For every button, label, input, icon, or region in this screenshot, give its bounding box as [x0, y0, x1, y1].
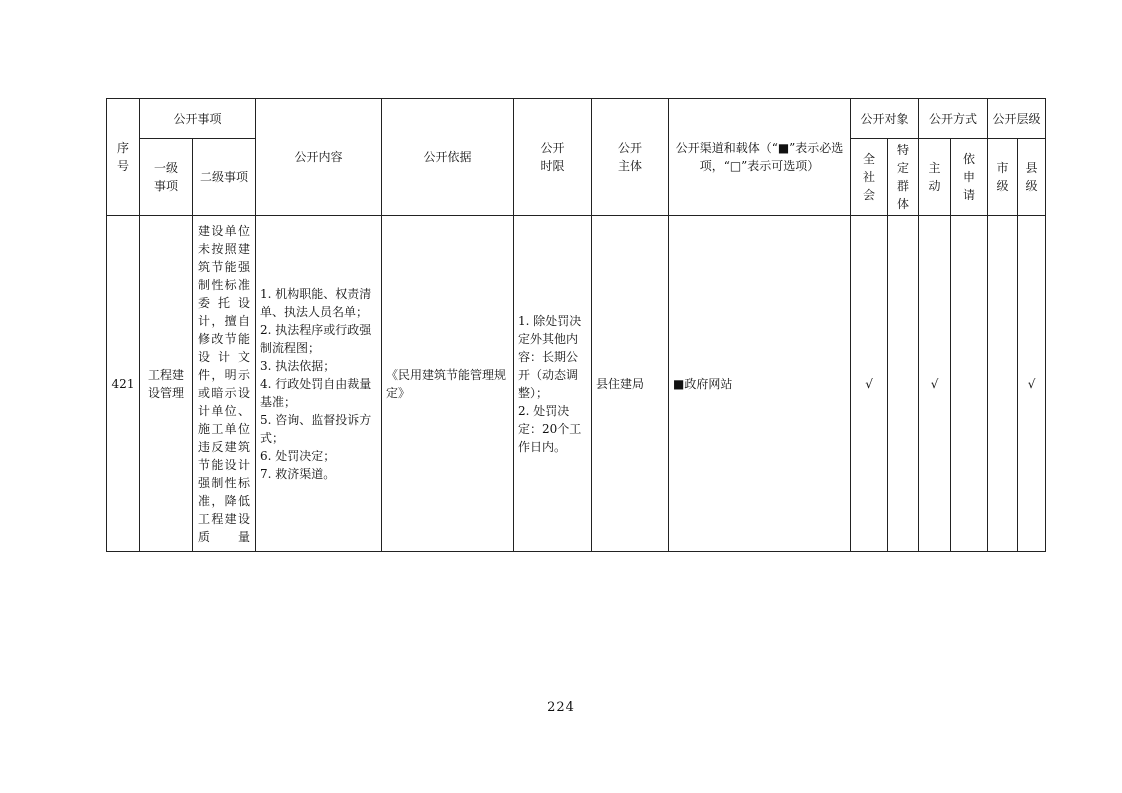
header-level2: 二级事项	[193, 139, 256, 216]
table-row	[107, 216, 1046, 552]
header-seq: 序号	[107, 99, 140, 216]
row-content	[256, 216, 382, 552]
row-basis: 《民用建筑节能管理规定》	[382, 216, 514, 552]
header-target-group: 公开对象	[851, 99, 919, 139]
row-specific-group	[888, 216, 919, 552]
content-line: 6. 处罚决定；	[260, 448, 336, 463]
row-seq: 421	[107, 216, 140, 552]
header-subject: 公开主体	[592, 99, 669, 216]
header-channel: 公开渠道和载体（“■”表示必选项，“□”表示可选项）	[669, 99, 851, 216]
time-limit-line: 1. 除处罚决定外其他内容：长期公开（动态调整）；	[518, 313, 582, 400]
content-line: 1. 机构职能、权责清单、执法人员名单；	[260, 286, 372, 319]
row-subject: 县住建局	[592, 216, 669, 552]
header-level-group: 公开层级	[988, 99, 1046, 139]
header-county: 县级	[1018, 139, 1046, 216]
row-active: √	[919, 216, 951, 552]
header-row-1	[107, 99, 1046, 139]
row-county: √	[1018, 216, 1046, 552]
content-line: 4. 行政处罚自由裁量基准；	[260, 376, 372, 409]
header-level1: 一级事项	[140, 139, 193, 216]
header-on-request: 依申请	[951, 139, 988, 216]
header-specific-group: 特定群体	[888, 139, 919, 216]
header-item-group: 公开事项	[140, 99, 256, 139]
row-city	[988, 216, 1018, 552]
time-limit-line: 2. 处罚决定：20个工作日内。	[518, 403, 582, 454]
row-channel: ■政府网站	[669, 216, 851, 552]
row-time-limit	[514, 216, 592, 552]
header-time-limit: 公开时限	[514, 99, 592, 216]
row-whole-society: √	[851, 216, 888, 552]
content-line: 5. 咨询、监督投诉方式；	[260, 412, 372, 445]
row-level2: 建设单位未按照建筑节能强制性标准委托设计，擅自修改节能设计文件，明示或暗示设计单位、施工单位违反建筑节能设计强制性标准，降低工程建设质量	[193, 216, 256, 552]
header-basis: 公开依据	[382, 99, 514, 216]
header-city: 市级	[988, 139, 1018, 216]
row-on-request	[951, 216, 988, 552]
header-whole-society: 全社会	[851, 139, 888, 216]
content-line: 2. 执法程序或行政强制流程图；	[260, 322, 372, 355]
header-content: 公开内容	[256, 99, 382, 216]
header-method-group: 公开方式	[919, 99, 988, 139]
content-line: 7. 救济渠道。	[260, 466, 336, 481]
content-line: 3. 执法依据；	[260, 358, 336, 373]
page-number: 224	[547, 700, 575, 715]
header-active: 主动	[919, 139, 951, 216]
row-level1: 工程建设管理	[140, 216, 193, 552]
disclosure-table	[106, 98, 1046, 552]
